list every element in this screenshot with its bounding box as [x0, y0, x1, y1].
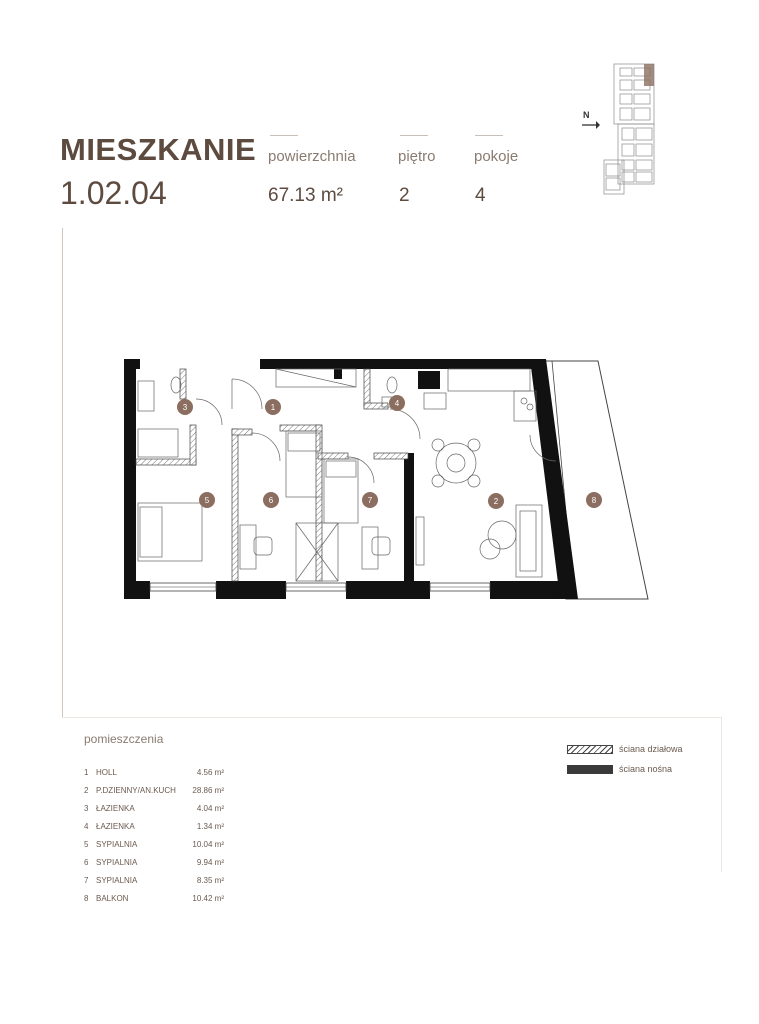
divider	[400, 135, 428, 136]
bearing-wall-swatch	[567, 765, 613, 774]
divider	[475, 135, 503, 136]
room-marker-8: 8	[591, 496, 597, 505]
partition-wall-swatch	[567, 745, 613, 754]
area-label: powierzchnia	[268, 148, 356, 165]
divider	[721, 717, 722, 872]
rooms-heading: pomieszczenia	[84, 732, 164, 746]
apartment-number: 1.02.04	[60, 175, 167, 211]
room-marker-5: 5	[204, 496, 210, 505]
room-row: 6 SYPIALNIA 9.94 m²	[84, 858, 224, 867]
divider	[62, 717, 722, 718]
room-row: 1 HOLL 4.56 m²	[84, 768, 224, 777]
floor-plan	[120, 355, 660, 605]
room-row: 7 SYPIALNIA 8.35 m²	[84, 876, 224, 885]
room-marker-4: 4	[394, 399, 400, 408]
floor-label: piętro	[398, 148, 436, 165]
area-value: 67.13 m²	[268, 185, 343, 206]
guide-line	[62, 228, 63, 718]
page-title: MIESZKANIE	[60, 132, 257, 167]
key-plan-icon	[600, 60, 662, 198]
rooms-label: pokoje	[474, 148, 519, 165]
room-marker-2: 2	[493, 497, 499, 506]
rooms-value: 4	[475, 185, 486, 206]
divider	[270, 135, 298, 136]
room-row: 3 ŁAZIENKA 4.04 m²	[84, 804, 224, 813]
room-row: 5 SYPIALNIA 10.04 m²	[84, 840, 224, 849]
room-marker-7: 7	[367, 496, 373, 505]
room-row: 2 P.DZIENNY/AN.KUCH 28.86 m²	[84, 786, 224, 795]
room-row: 4 ŁAZIENKA 1.34 m²	[84, 822, 224, 831]
room-marker-3: 3	[182, 403, 188, 412]
north-arrow-icon	[580, 118, 600, 132]
room-marker-6: 6	[268, 496, 274, 505]
room-marker-1: 1	[270, 403, 276, 412]
room-row: 8 BALKON 10.42 m²	[84, 894, 224, 903]
north-label: N	[583, 110, 590, 120]
floor-value: 2	[399, 185, 410, 206]
